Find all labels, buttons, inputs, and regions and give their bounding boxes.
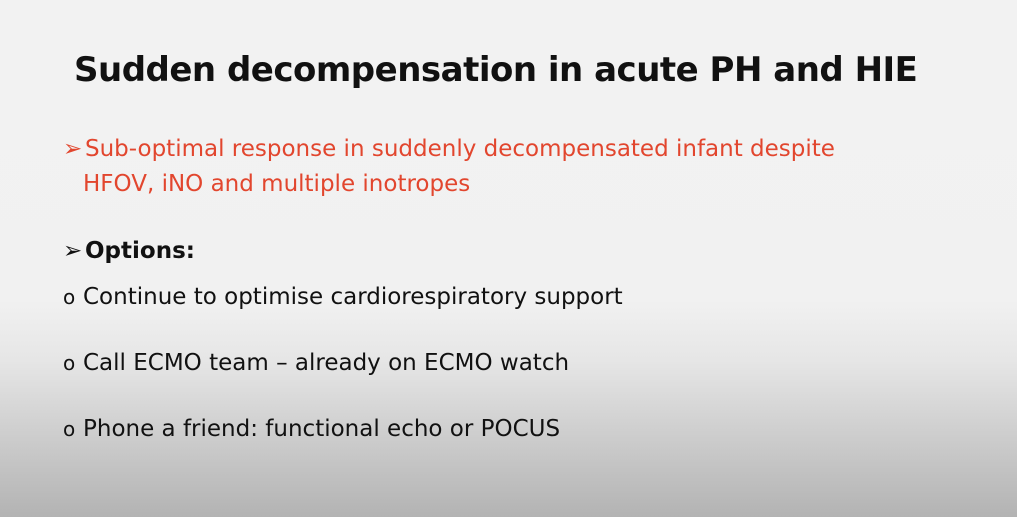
arrow-bullet-icon: ➢ (63, 136, 83, 162)
option-text: Phone a friend: functional echo or POCUS (83, 416, 561, 442)
circle-bullet-icon: o (63, 417, 76, 441)
option-item (63, 416, 560, 442)
highlight-bullet (63, 132, 835, 202)
circle-bullet-icon: o (63, 285, 76, 309)
options-label: Options: (85, 238, 195, 264)
option-text: Continue to optimise cardiorespiratory support (83, 284, 623, 310)
option-item (63, 284, 623, 310)
option-item (63, 350, 569, 376)
circle-bullet-icon: o (63, 351, 76, 375)
slide-title: Sudden decompensation in acute PH and HIE (74, 50, 918, 90)
option-text: Call ECMO team – already on ECMO watch (83, 350, 570, 376)
arrow-bullet-icon: ➢ (63, 238, 83, 264)
highlight-bullet-line2: HFOV, iNO and multiple inotropes (83, 171, 471, 197)
highlight-bullet-line1: Sub-optimal response in suddenly decompensated infant despite (85, 136, 835, 162)
options-heading (63, 238, 195, 264)
